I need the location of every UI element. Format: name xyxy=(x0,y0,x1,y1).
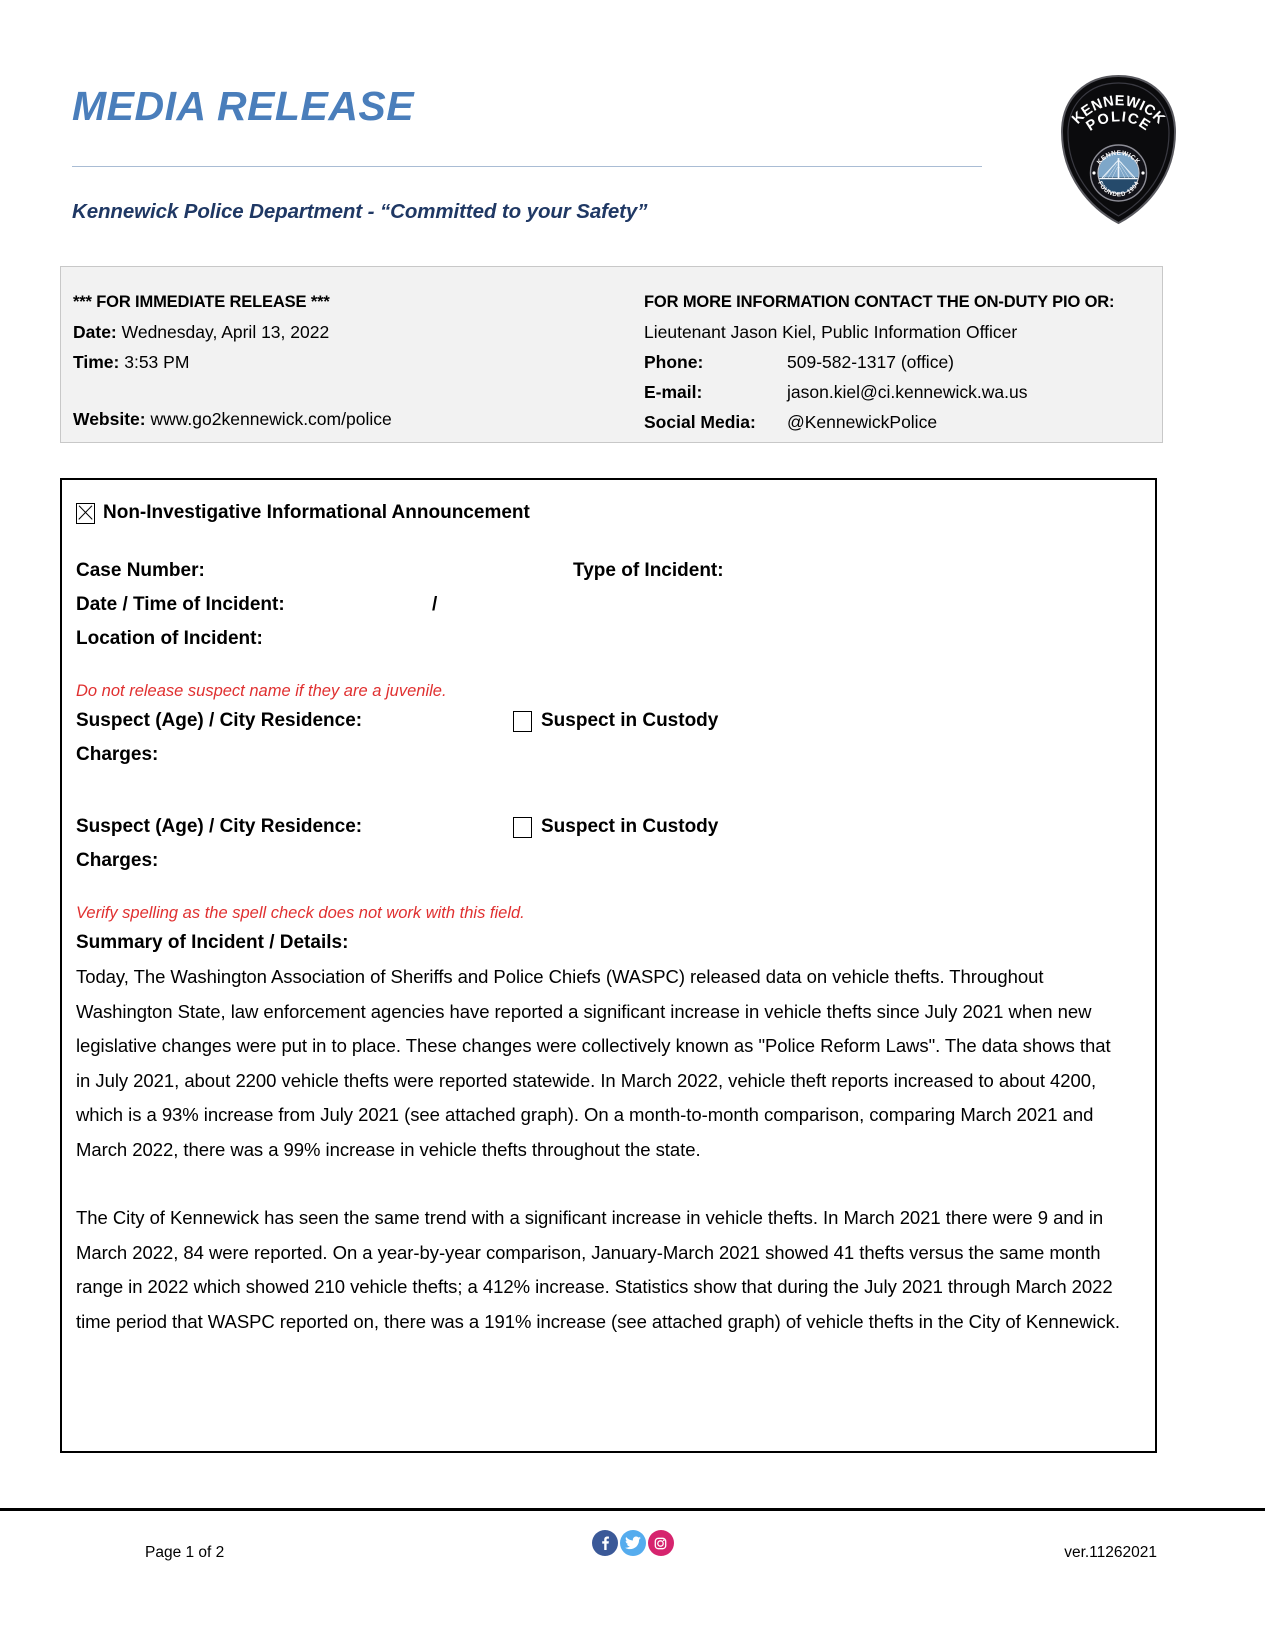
social-media-label: Social Media: xyxy=(644,412,756,432)
facebook-icon[interactable] xyxy=(592,1530,618,1556)
suspect-in-custody-group-1[interactable] xyxy=(513,704,718,738)
suspect-in-custody-label-2: Suspect in Custody xyxy=(541,816,719,837)
suspect-section-spacer xyxy=(76,772,1129,810)
charges-row-1 xyxy=(76,738,1129,772)
date-time-incident-label: Date / Time of Incident: xyxy=(76,594,285,615)
immediate-release-banner: *** FOR IMMEDIATE RELEASE *** xyxy=(73,293,330,311)
charges-label-1: Charges: xyxy=(76,744,159,765)
summary-paragraph-2: The City of Kennewick has seen the same trend with a significant increase in vehicle thefts. In March 2021 there were 9 and in March 2022, 84 were reported. On a year-by-year comparison, January-March 2021 showed 41 thefts versus the same month range in 2022 which showed 210 vehicle thefts; a 412% increase. Statistics show that during the July 2021 through March 2022 time period that WASPC reported on, there was a 191% increase (see attached graph) of vehicle thefts in the City of Kennewick. xyxy=(76,1207,1120,1332)
social-media-row xyxy=(644,407,1164,437)
contact-name: Lieutenant Jason Kiel, Public Information Officer xyxy=(644,322,1018,342)
suspect-in-custody-label-1: Suspect in Custody xyxy=(541,710,719,731)
location-of-incident-label: Location of Incident: xyxy=(76,628,263,649)
website-value[interactable]: www.go2kennewick.com/police xyxy=(150,409,392,429)
non-investigative-checkbox[interactable] xyxy=(76,503,95,524)
department-tagline: Kennewick Police Department - “Committed to your Safety” xyxy=(72,200,648,223)
date-time-incident-row xyxy=(76,588,1129,622)
incident-form-box xyxy=(60,478,1157,1453)
suspect-in-custody-checkbox-2[interactable] xyxy=(513,817,532,838)
page-number: Page 1 of 2 xyxy=(145,1544,225,1561)
header-divider xyxy=(72,166,982,167)
release-time-line xyxy=(73,347,613,377)
email-value[interactable]: jason.kiel@ci.kennewick.wa.us xyxy=(787,382,1028,402)
contact-heading: FOR MORE INFORMATION CONTACT THE ON-DUTY PIO OR: xyxy=(644,293,1115,311)
twitter-icon[interactable] xyxy=(620,1530,646,1556)
kennewick-police-badge-logo xyxy=(1056,72,1181,227)
release-date-value: Wednesday, April 13, 2022 xyxy=(121,322,330,342)
non-investigative-label: Non-Investigative Informational Announcement xyxy=(103,502,530,523)
suspect-row-1 xyxy=(76,704,1129,738)
suspect-row-2 xyxy=(76,810,1129,844)
type-of-incident-label: Type of Incident: xyxy=(573,560,724,581)
juvenile-warning-note: Do not release suspect name if they are a juvenile. xyxy=(76,682,447,700)
release-info-box xyxy=(60,266,1163,443)
paragraph-gap xyxy=(76,1167,1129,1201)
svg-text:KENNEWICK: KENNEWICK xyxy=(1095,149,1142,166)
email-label: E-mail: xyxy=(644,382,703,402)
phone-value: 509-582-1317 (office) xyxy=(787,352,955,372)
non-investigative-announcement-row[interactable] xyxy=(76,502,1129,524)
phone-label: Phone: xyxy=(644,352,704,372)
release-time-label: Time: xyxy=(73,352,120,372)
phone-row xyxy=(644,347,1164,377)
case-number-label: Case Number: xyxy=(76,560,205,581)
page-title: MEDIA RELEASE xyxy=(72,83,415,129)
date-time-separator: / xyxy=(432,594,438,615)
version-label: ver.11262021 xyxy=(1064,1544,1157,1561)
suspect-label-2: Suspect (Age) / City Residence: xyxy=(76,816,363,837)
svg-text:POLICE: POLICE xyxy=(1083,109,1154,135)
social-media-icons xyxy=(592,1530,674,1556)
release-time-value: 3:53 PM xyxy=(124,352,190,372)
svg-text:KENNEWICK: KENNEWICK xyxy=(1069,93,1168,128)
website-line xyxy=(73,409,392,430)
social-media-value[interactable]: @KennewickPolice xyxy=(787,412,938,432)
summary-of-incident-label: Summary of Incident / Details: xyxy=(76,932,349,953)
suspect-in-custody-checkbox-1[interactable] xyxy=(513,711,532,732)
release-info-right xyxy=(644,287,1164,437)
release-date-label: Date: xyxy=(73,322,117,342)
document-footer xyxy=(0,1508,1265,1598)
website-label: Website: xyxy=(73,409,146,429)
suspect-label-1: Suspect (Age) / City Residence: xyxy=(76,710,363,731)
case-number-row xyxy=(76,554,1129,588)
charges-label-2: Charges: xyxy=(76,850,159,871)
email-row xyxy=(644,377,1164,407)
spellcheck-warning-note: Verify spelling as the spell check does not work with this field. xyxy=(76,904,525,922)
release-info-left xyxy=(73,287,613,377)
charges-row-2 xyxy=(76,844,1129,878)
summary-paragraph-1: Today, The Washington Association of Sheriffs and Police Chiefs (WASPC) released data on vehicle thefts. Throughout Washington State, law enforcement agencies have reported a significant increase in vehicle thefts since July 2021 when new legislative changes were put in to place. These changes were collectively known as "Police Reform Laws". The data shows that in July 2021, about 2200 vehicle thefts were reported statewide. In March 2022, vehicle theft reports increased to about 4200, which is a 93% increase from July 2021 (see attached graph). On a month-to-month comparison, comparing March 2021 and March 2022, there was a 99% increase in vehicle thefts throughout the state. xyxy=(76,966,1111,1160)
release-date-line xyxy=(73,317,613,347)
location-of-incident-row xyxy=(76,622,1129,656)
instagram-icon[interactable] xyxy=(648,1530,674,1556)
suspect-in-custody-group-2[interactable] xyxy=(513,810,718,844)
svg-text:FOUNDED 1904: FOUNDED 1904 xyxy=(1096,180,1141,199)
